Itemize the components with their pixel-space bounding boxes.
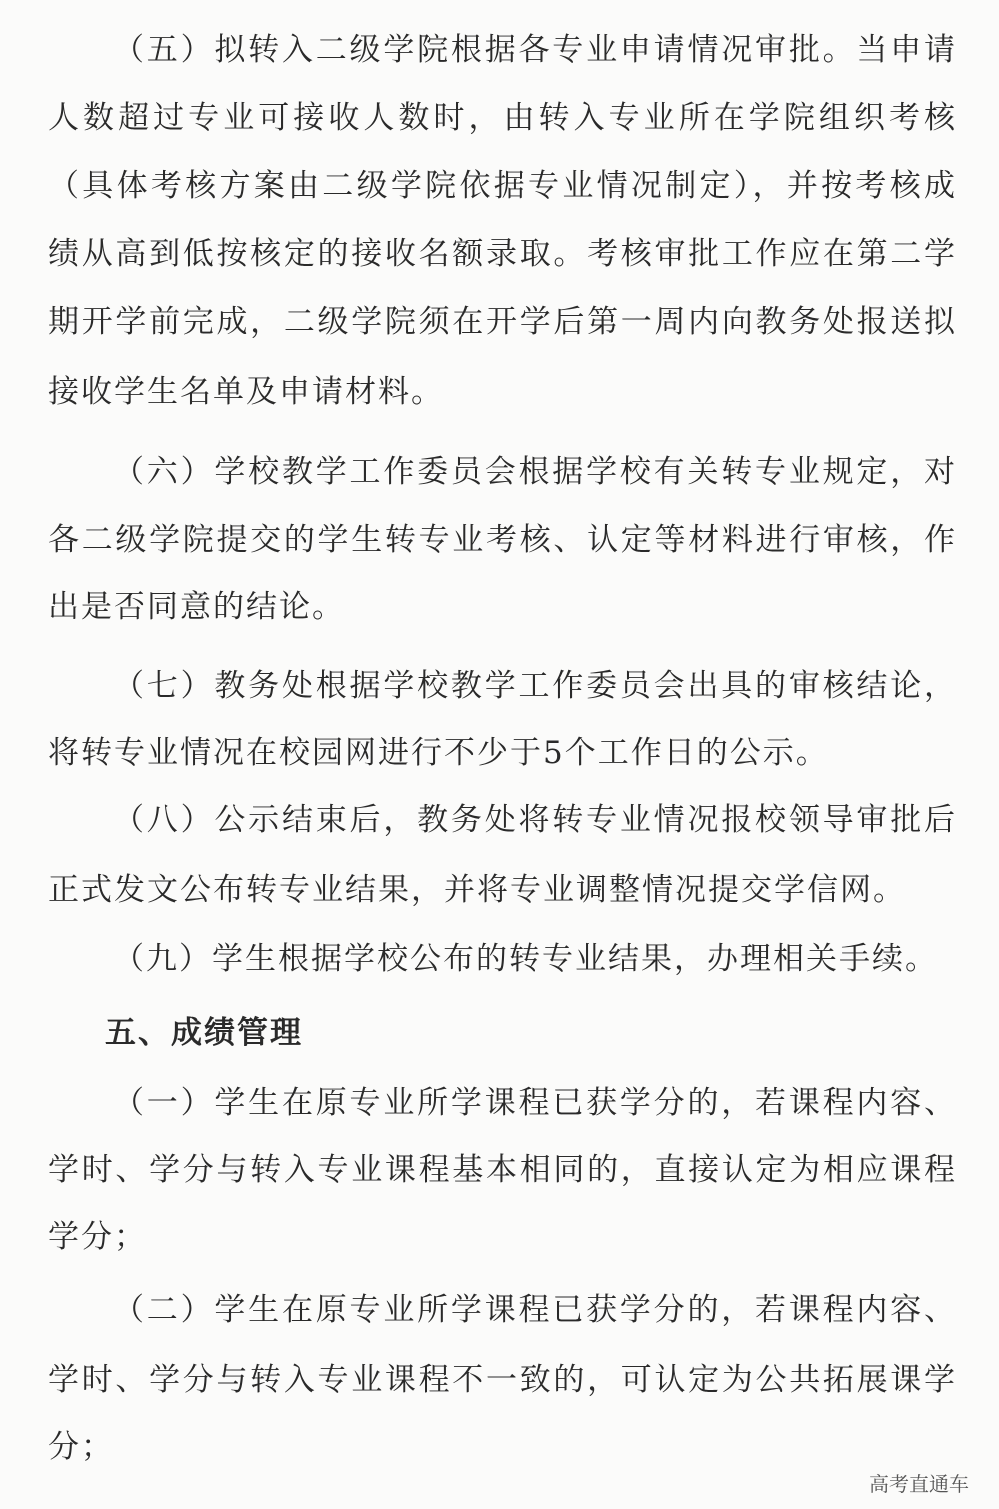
text-line: 各二级学院提交的学生转专业考核、认定等材料进行审核，作 (48, 522, 955, 558)
text-line: （六）学校教学工作委员会根据学校有关转专业规定，对 (113, 454, 955, 490)
text-line: （九）学生根据学校公布的转专业结果，办理相关手续。 (113, 941, 938, 977)
text-line: 出是否同意的结论。 (48, 589, 345, 625)
text-line: （八）公示结束后，教务处将转专业情况报校领导审批后 (113, 802, 955, 838)
text-line: 绩从高到低按核定的接收名额录取。考核审批工作应在第二学 (48, 236, 955, 272)
text-line: 接收学生名单及申请材料。 (48, 374, 444, 410)
text-line: 学分； (48, 1219, 147, 1255)
text-line: 分； (48, 1429, 114, 1465)
text-line: 正式发文公布转专业结果，并将专业调整情况提交学信网。 (48, 872, 906, 908)
text-line: 学时、学分与转入专业课程基本相同的，直接认定为相应课程 (48, 1152, 955, 1188)
section-heading: 五、成绩管理 (105, 1015, 303, 1051)
watermark: 高考直通车 (869, 1472, 969, 1496)
text-line: （二）学生在原专业所学课程已获学分的，若课程内容、 (113, 1292, 955, 1328)
text-line: 将转专业情况在校园网进行不少于5个工作日的公示。 (48, 735, 829, 771)
text-line: （一）学生在原专业所学课程已获学分的，若课程内容、 (113, 1085, 955, 1121)
text-line: （具体考核方案由二级学院依据专业情况制定），并按考核成 (48, 168, 955, 204)
text-line: 期开学前完成，二级学院须在开学后第一周内向教务处报送拟 (48, 304, 955, 340)
text-line: （七）教务处根据学校教学工作委员会出具的审核结论， (113, 668, 955, 704)
text-line: 人数超过专业可接收人数时，由转入专业所在学院组织考核 (48, 100, 955, 136)
text-line: 学时、学分与转入专业课程不一致的，可认定为公共拓展课学 (48, 1362, 955, 1398)
text-line: （五）拟转入二级学院根据各专业申请情况审批。当申请 (113, 32, 955, 68)
